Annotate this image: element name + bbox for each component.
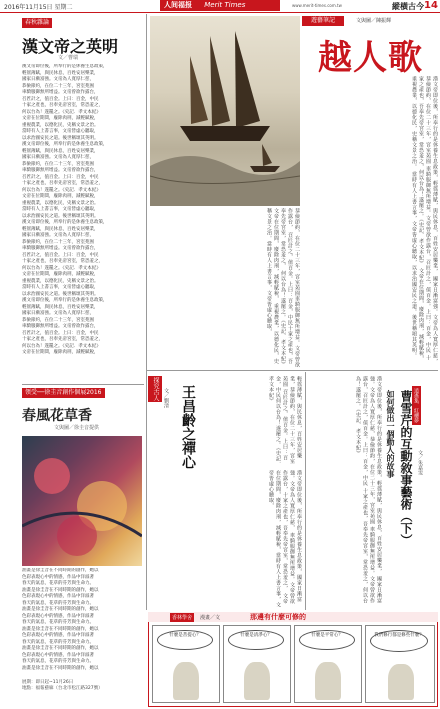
article-author: 文／曹瑞 — [58, 55, 79, 61]
article-title: 漢文帝之英明 — [22, 37, 119, 56]
article-tag: 領受──徐圭音創作個展2016 — [22, 388, 105, 398]
article-subtitle: 如何做出一個動人的故事 — [386, 390, 395, 478]
painting-artwork — [22, 436, 142, 566]
article-author: 文／劉清 — [163, 388, 169, 408]
column-divider — [146, 14, 147, 610]
comic-tag: 香林學舍 — [172, 615, 193, 621]
article-author: 文與圖／徐圭音提供 — [54, 425, 100, 431]
logo-english: Merit Times — [204, 1, 246, 9]
speech-bubble: 什麼是平常心？ — [299, 630, 355, 650]
speech-bubble: 什麼是菩提心？ — [157, 630, 213, 650]
comic-panel — [294, 625, 362, 703]
comic-panel — [365, 625, 435, 703]
exhibition-info: 展期：即日起~11月26日 地點：福報藝廊（台北市松江路327號） — [22, 680, 103, 691]
article-tag: 逍遙集．紅樓夢 — [413, 388, 419, 423]
article-body: 漢文帝即位後，所奉行的是休養生息政策，國家日漸富強。文帝為人寬厚仁慈， 車騎服御無所增益。文帝曾欲作露台，十家之產也，吾奉先帝宮室，常恐羞之， 文帝在位期間，廢除肉刑，減輕賦稅，當時有人上書言事，文帝皆虛心聽取， — [268, 470, 302, 608]
page-number: 14 — [424, 0, 438, 11]
issue-date: 2016年11月15日 星期二 — [4, 4, 73, 11]
comic-panel — [152, 625, 220, 703]
article-body-top: 輕徭薄賦，與民休息，百姓安居樂業，恭儉節約，在位二十三年，宮室苑囿 召匠計之，值百金。上曰：百金，中民何以台為！遂罷之。《史記．孝文本紀》 — [268, 376, 302, 467]
article-body: 漢文帝即位後，所奉行的是休養生息政策，輕徭薄賦，與民休息，百姓安居樂業， 國家日漸富強。文帝為人寬厚仁慈，恭儉節約，在位二十三年，宮室苑囿 車騎服御無所增益。文帝曾欲作露台，召匠計之，值百金。上曰：百金，中民 十家之產也，吾奉先帝宮室，常恐羞之，何以台為！遂罷之。《史記．孝文本紀》 — [355, 376, 382, 604]
column-divider — [305, 372, 306, 610]
article-tag: 探究古人 — [148, 376, 162, 402]
section-name: 縱橫古今 — [392, 2, 424, 11]
article-title: 王昌齡之禪心 — [180, 385, 196, 469]
article-tag: 春秋雜論 — [22, 18, 52, 28]
row-divider — [22, 384, 144, 385]
monk-figure — [244, 662, 270, 700]
page-header — [0, 0, 440, 12]
article-author: 文與圖／陳振輝 — [356, 18, 392, 24]
oil-painting — [22, 436, 142, 566]
article-body-continued: 恭儉節約，在位二十三年，宮室苑囿車騎服御無所增益。文帝曾欲作露台， 召匠計之，值百金。上曰：百金，中民十家之產也，吾奉先帝宮室，常恐羞之， 何以台為！遂罷之。《史記．孝文本紀》文帝在位期間，廢除肉刑，減輕賦稅， 重視農業，以德化民，史稱文景之治。當時有人上書言事，文帝皆虛心聽取， — [266, 208, 300, 368]
article-author: 文／朱嘉雯 — [417, 450, 423, 475]
logo-chinese: 人间福报 — [164, 1, 192, 9]
column-banner: 遊藝筆記 — [302, 16, 344, 26]
header-rule — [0, 12, 440, 13]
comic-author: 漫畫／文 — [200, 615, 221, 621]
monk-figure — [173, 662, 199, 700]
row-divider — [146, 370, 438, 371]
website-url[interactable]: www.merit-times.com.tw — [292, 3, 342, 8]
article-title: 春風花草香 — [22, 408, 92, 424]
article-title: 越人歌 — [318, 38, 423, 78]
monk-figure — [315, 662, 341, 700]
junk-boat-painting — [150, 16, 300, 206]
monk-figure — [388, 664, 414, 700]
speech-bubble: 我們修行都是修些什麼？ — [370, 630, 428, 652]
article-body: 漢文帝即位後，所奉行的是休養生息政策， 輕徭薄賦，與民休息，百姓安居樂業， 國家日漸富強。文帝為人寬厚仁慈， 恭儉節約，在位二十三年，宮室苑囿 車騎服御無所增益。文帝曾欲作露台， 召匠計之，值百金。上曰：百金，中民 十家之產也，吾奉先帝宮室，常恐羞之， 何以台為！遂罷之。《史記．孝文本紀》 文帝在位期間，廢除肉刑，減輕賦稅， 重視農業，以德化民，史稱文景之治。 當時有人上書言事，文帝皆虛心聽取， 以求治國安民之道。後世稱頌其英明。 漢文帝即位後，所奉行的是休養生息政策， 輕徭薄賦，與民休息，百姓安居樂業， 國家日漸富強。文帝為人寬厚仁慈， 恭儉節約，在位二十三年，宮室苑囿 車騎服御無所增益。文帝曾欲作露台， 召匠計之，值百金。上曰：百金，中民 十家之產也，吾奉先帝宮室，常恐羞之， 何以台為！遂罷之。《史記．孝文本紀》 文帝在位期間，廢除肉刑，減輕賦稅， 重視農業，以德化民，史稱文景之治。 當時有人上書言事，文帝皆虛心聽取， 以求治國安民之道。後世稱頌其英明。 漢文帝即位後，所奉行的是休養生息政策， 輕徭薄賦，與民休息，百姓安居樂業， 國家日漸富強。文帝為人寬厚仁慈， 恭儉節約，在位二十三年，宮室苑囿 車騎服御無所增益。文帝曾欲作露台， 召匠計之，值百金。上曰：百金，中民 十家之產也，吾奉先帝宮室，常恐羞之， 何以台為！遂罷之。《史記．孝文本紀》 文帝在位期間，廢除肉刑，減輕賦稅， 重視農業，以德化民，史稱文景之治。 當時有人上書言事，文帝皆虛心聽取， 以求治國安民之道。後世稱頌其英明。 漢文帝即位後，所奉行的是休養生息政策， 輕徭薄賦，與民休息，百姓安居樂業， 國家日漸富強。文帝為人寬厚仁慈， 恭儉節約，在位二十三年，宮室苑囿 車騎服御無所增益。文帝曾欲作露台， 召匠計之，值百金。上曰：百金，中民 十家之產也，吾奉先帝宮室，常恐羞之， 何以台為！遂罷之。《史記．孝文本紀》 文帝在位期間，廢除肉刑，減輕賦稅， — [22, 64, 108, 355]
article-body: 油畫是徐圭音在不同時期的創作，她以 色彩表現心中的情感，作品中洋溢著 春天的氣息，花草的芬芳與生命力。 油畫是徐圭音在不同時期的創作，她以 色彩表現心中的情感，作品中洋溢著 春天的氣息，花草的芬芳與生命力。 油畫是徐圭音在不同時期的創作，她以 色彩表現心中的情感，作品中洋溢著 春天的氣息，花草的芬芳與生命力。 油畫是徐圭音在不同時期的創作，她以 色彩表現心中的情感，作品中洋溢著 春天的氣息，花草的芬芳與生命力。 油畫是徐圭音在不同時期的創作，她以 色彩表現心中的情感，作品中洋溢著 春天的氣息，花草的芬芳與生命力。 油畫是徐圭音在不同時期的創作，她以 — [22, 568, 99, 671]
speech-bubble: 什麼是清淨心？ — [228, 630, 284, 650]
comic-title: 那邊有什麼可修的 — [250, 613, 306, 621]
painting-artwork — [150, 16, 300, 206]
article-body: 漢文帝即位後，所奉行的是休養生息政策，輕徭薄賦，與民休息，百姓安居樂業， 國家日漸富強。文帝為人寬厚仁慈，恭儉節約，在位二十三年，宮室苑囿 車騎服御無所增益。文帝曾欲作露台，召匠計之，值百金。上曰：百金，中民 十家之產也，吾奉先帝宮室，常恐羞之，何以台為！遂罷之。《史記．孝文本紀》 文帝在位期間，廢除肉刑，減輕賦稅，重視農業，以德化民，史稱文景之治。 當時有人上書言事，文帝皆虛心聽取，以求治國安民之道。後世稱頌其英明。 — [411, 76, 438, 365]
article-title: 曹雪芹的互動敘事藝術（下） — [399, 390, 413, 546]
newspaper-logo[interactable] — [160, 0, 280, 11]
comic-panel — [223, 625, 291, 703]
